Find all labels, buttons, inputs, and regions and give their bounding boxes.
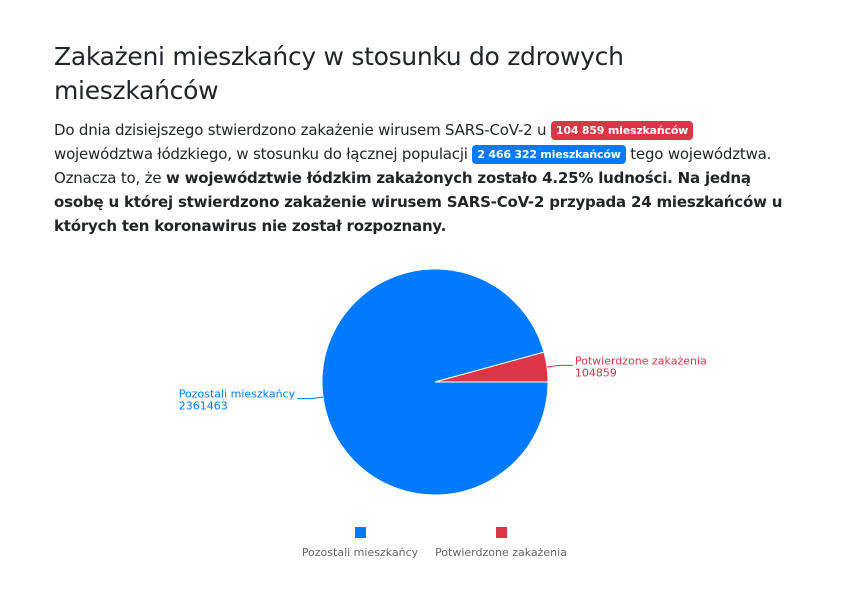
- label-confirmed-line: [547, 365, 573, 367]
- label-confirmed-value: 104859: [574, 366, 617, 380]
- legend-label-others: Pozostali mieszkańcy: [301, 546, 419, 559]
- page-title: Zakażeni mieszkańcy w stosunku do zdrowych mieszkańców: [54, 42, 624, 105]
- label-others-value: 2361463: [178, 399, 228, 413]
- legend-swatch-confirmed: [496, 527, 507, 538]
- population-badge: 2 466 322 mieszkańców: [472, 145, 625, 164]
- infected-badge: 104 859 mieszkańców: [551, 121, 693, 140]
- label-confirmed-name: Potwierdzone zakażenia: [574, 354, 707, 368]
- intro-text-3: tego województwa. Oznacza to, że: [54, 145, 772, 187]
- legend-item-others[interactable]: [300, 527, 420, 559]
- label-others-line: [297, 397, 323, 399]
- label-others-name: Pozostali mieszkańcy: [178, 387, 296, 401]
- legend-label-confirmed: Potwierdzone zakażenia: [435, 546, 567, 559]
- intro-summary: w województwie łódzkim zakażonych zostało 4.25% ludności. Na jedną osobę u której stwierdzono zakażenie wirusem SARS-CoV-2 przypada 24 mieszkańców u których ten koronawirus nie został rozpoznany.: [54, 169, 783, 235]
- legend-swatch-others: [355, 527, 366, 538]
- intro-text-2: województwa łódzkiego, w stosunku do łącznej populacji: [54, 145, 473, 163]
- legend-item-confirmed[interactable]: [433, 527, 569, 559]
- intro-text-1: Do dnia dzisiejszego stwierdzono zakażenie wirusem SARS-CoV-2 u: [54, 121, 551, 139]
